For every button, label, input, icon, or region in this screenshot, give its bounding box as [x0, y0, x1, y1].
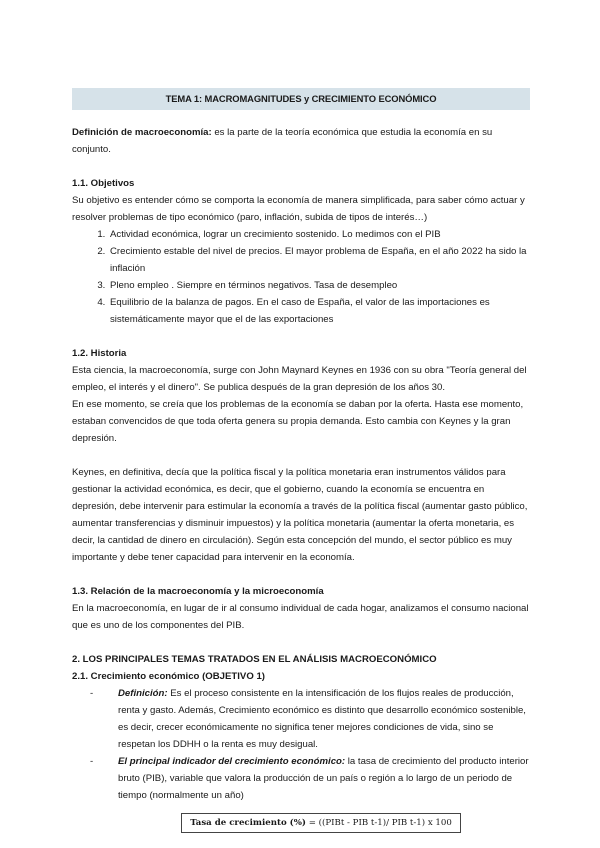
section-heading-historia: 1.2. Historia — [72, 348, 127, 359]
bullet-term: El principal indicador del crecimiento económico: — [118, 756, 346, 767]
list-item: 3. Pleno empleo . Siempre en términos negativos. Tasa de desempleo — [108, 277, 530, 294]
crecimiento-list — [72, 685, 530, 804]
bullet-text: la tasa de crecimiento del producto interior bruto (PIB), variable que valora la producción de un país o región a lo largo de un periodo de tiempo (normalmente un año) — [118, 756, 529, 801]
definition-term: Definición de macroeconomía: — [72, 127, 212, 138]
formula-equation: = ((PIBt - PIB t-1)/ PIB t-1) x 100 — [305, 818, 452, 828]
definition-paragraph — [72, 124, 530, 158]
dash-marker: - — [90, 756, 94, 767]
list-item — [72, 753, 530, 804]
subsection-heading-crecimiento: 2.1. Crecimiento económico (OBJETIVO 1) — [72, 671, 265, 682]
list-item: 2. Crecimiento estable del nivel de precios. El mayor problema de España, en el año 2022 ha sido la inflación — [108, 243, 530, 277]
list-item: 1. Actividad económica, lograr un crecimiento sostenido. Lo medimos con el PIB — [108, 226, 530, 243]
bullet-text: Es el proceso consistente en la intensificación de los flujos reales de producción, renta y gasto. Además, Crecimiento económico es distinto que desarrollo económico sostenible, es decir, crecer económicamente no significa tener mejores condiciones de vida, sino se respetan los DDHH o la renta es muy desigual. — [118, 688, 526, 750]
section-heading-relacion: 1.3. Relación de la macroeconomía y la microeconomía — [72, 586, 324, 597]
page-title: TEMA 1: MACROMAGNITUDES y CRECIMIENTO ECONÓMICO — [72, 88, 530, 110]
objetivos-intro: Su objetivo es entender cómo se comporta la economía de manera simplificada, para saber cómo actuar y resolver problemas de tipo económico (paro, inflación, subida de tipos de interés…) — [72, 195, 525, 223]
bullet-term: Definición: — [118, 688, 168, 699]
historia-paragraph-1: Esta ciencia, la macroeconomía, surge con John Maynard Keynes en 1936 con su obra "Teoría general del empleo, el interés y el dinero". Se publica después de la gran depresión de los años 30. — [72, 365, 527, 393]
historia-paragraph-3: Keynes, en definitiva, decía que la política fiscal y la política monetaria eran instrumentos válidos para gestionar la actividad económica, es decir, que el gobierno, cuando la economía se encuentra en depresión, debe intervenir para estimular la economía a través de la política fiscal (aumentar gasto público, aumentar transferencias y disminuir impuestos) y la política monetaria (aumentar la oferta monetaria, es decir, la cantidad de dinero en circulación). Según esta concepción del mundo, el sector público es muy importante y debe tener capacidad para intervenir en la economía. — [72, 467, 528, 563]
definition-text: es la parte de la teoría económica que estudia la economía en su conjunto. — [72, 127, 493, 155]
historia-paragraph-2: En ese momento, se creía que los problemas de la economía se daban por la oferta. Hasta ese momento, estaban convencidos de que toda oferta genera su propia demanda. Esto cambia con Keynes y la gran depresión. — [72, 399, 524, 444]
relacion-paragraph: En la macroeconomía, en lugar de ir al consumo individual de cada hogar, analizamos el consumo nacional que es uno de los componentes del PIB. — [72, 603, 529, 631]
document-page — [72, 88, 530, 833]
list-item: 4. Equilibrio de la balanza de pagos. En el caso de España, el valor de las importaciones es sistemáticamente mayor que el de las exportaciones — [108, 294, 530, 328]
section-heading-objetivos: 1.1. Objetivos — [72, 178, 135, 189]
dash-marker: - — [90, 688, 94, 699]
growth-rate-formula — [181, 813, 461, 833]
formula-label: Tasa de crecimiento (%) — [190, 818, 306, 828]
objetivos-list — [72, 226, 530, 328]
list-item — [72, 685, 530, 753]
section-heading-temas: 2. LOS PRINCIPALES TEMAS TRATADOS EN EL ANÁLISIS MACROECONÓMICO — [72, 654, 437, 665]
